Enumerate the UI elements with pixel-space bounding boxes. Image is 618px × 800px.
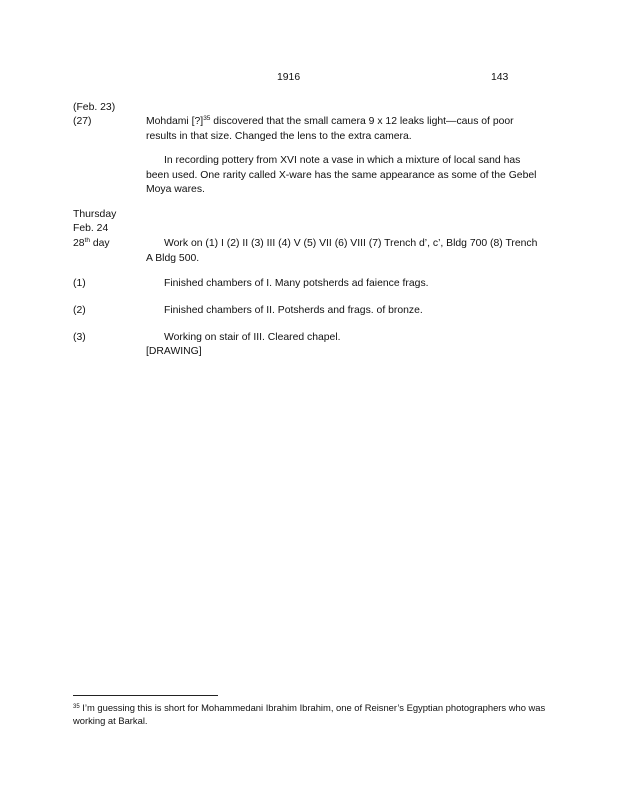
item-number: (2)	[73, 305, 86, 316]
footnote-number: 35	[73, 704, 80, 710]
entry-paragraph-pottery: In recording pottery from XVI note a vase in which a mixture of local sand has been used. One rarity called X-ware has the same appearance as some of the Gebel Moya wares.	[146, 155, 537, 196]
day-word: day	[89, 238, 110, 249]
paragraph-text: discovered that the small camera 9 x 12 leaks light—caus of poor results in that size. Changed the lens to the extra camera.	[146, 116, 514, 142]
header-year: 1916	[277, 72, 301, 83]
weekday-label: Thursday	[73, 209, 117, 220]
footnote-divider	[73, 695, 218, 696]
item-text: Working on stair of III. Cleared chapel.	[164, 332, 341, 343]
paragraph-text: Mohdami [?]	[146, 116, 204, 127]
date-label: (Feb. 23)	[73, 102, 116, 113]
work-paragraph: Work on (1) I (2) II (3) III (4) V (5) VII (6) VIII (7) Trench d’, c’, Bldg 700 (8) Trench A Bldg 500.	[146, 238, 538, 264]
item-number: (1)	[73, 278, 86, 289]
day-ordinal: th	[84, 237, 90, 244]
entry-number: (27)	[73, 116, 92, 127]
item-text: Finished chambers of II. Potsherds and frags. of bronze.	[164, 305, 423, 316]
footnote-reference: 35	[203, 115, 211, 122]
drawing-placeholder: [DRAWING]	[146, 346, 202, 357]
header-page-number: 143	[491, 72, 509, 83]
footnote-text: I’m guessing this is short for Mohammedani Ibrahim Ibrahim, one of Reisner’s Egyptian photographers who was working at Barkal.	[73, 702, 546, 726]
item-number: (3)	[73, 332, 86, 343]
item-text: Finished chambers of I. Many potsherds ad faience frags.	[164, 278, 429, 289]
day-count-label	[73, 237, 110, 252]
day-number: 28	[73, 238, 85, 249]
entry-paragraph-camera	[146, 115, 542, 144]
footnote	[73, 702, 553, 727]
date-label: Feb. 24	[73, 223, 109, 234]
